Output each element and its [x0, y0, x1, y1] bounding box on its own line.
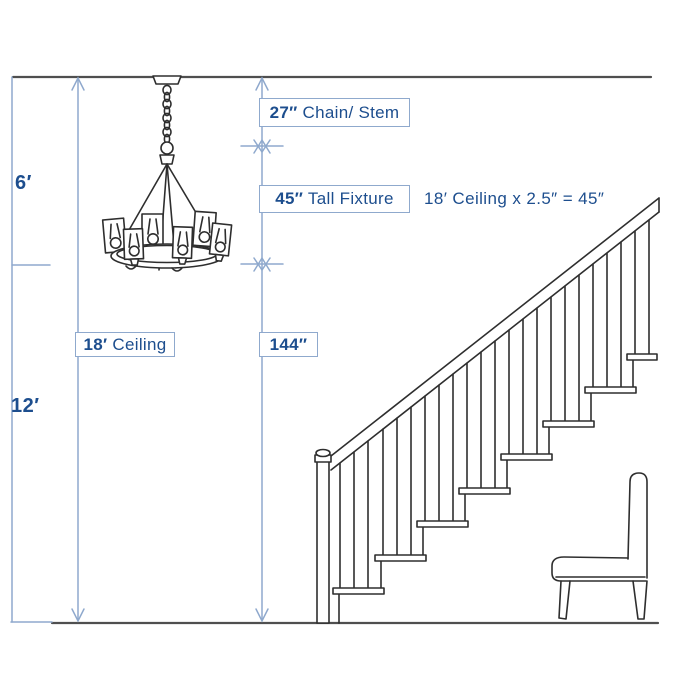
tall-fixture-value: 45″: [275, 189, 304, 208]
chain-stem-dimension-box: [259, 98, 410, 127]
newel-post: [315, 450, 331, 624]
collar: [160, 155, 174, 164]
chair-front-leg: [559, 581, 570, 619]
balusters: [340, 220, 649, 588]
chain: [163, 85, 171, 143]
left-reference-line: [12, 77, 50, 622]
chair-rear-leg: [633, 581, 647, 619]
tall-fixture-dimension-box: [259, 185, 410, 213]
ceiling-height-text: Ceiling: [107, 334, 167, 354]
chain-stem-value: 27″: [269, 102, 298, 122]
twelve-foot-label: 12′: [11, 395, 40, 417]
ceiling-height-value: 18′: [83, 334, 108, 354]
chair-sketch: [552, 473, 647, 619]
candle-light: [142, 214, 163, 248]
six-foot-label: 6′: [15, 172, 32, 194]
canopy: [153, 76, 181, 84]
tall-fixture-text: Tall Fixture: [303, 189, 394, 208]
sizing-equation: 18′ Ceiling x 2.5″ = 45″: [424, 189, 605, 208]
drop-length-value: 144″: [269, 334, 308, 354]
chain-stem-text: Chain/ Stem: [297, 102, 400, 122]
candle-light: [103, 218, 127, 253]
chair-back: [628, 473, 647, 578]
chandelier-sketch: [103, 76, 232, 271]
drop-length-box: [259, 332, 318, 357]
finial-ball: [161, 142, 173, 154]
staircase-sketch: [315, 198, 659, 623]
ceiling-height-box: [75, 332, 175, 357]
